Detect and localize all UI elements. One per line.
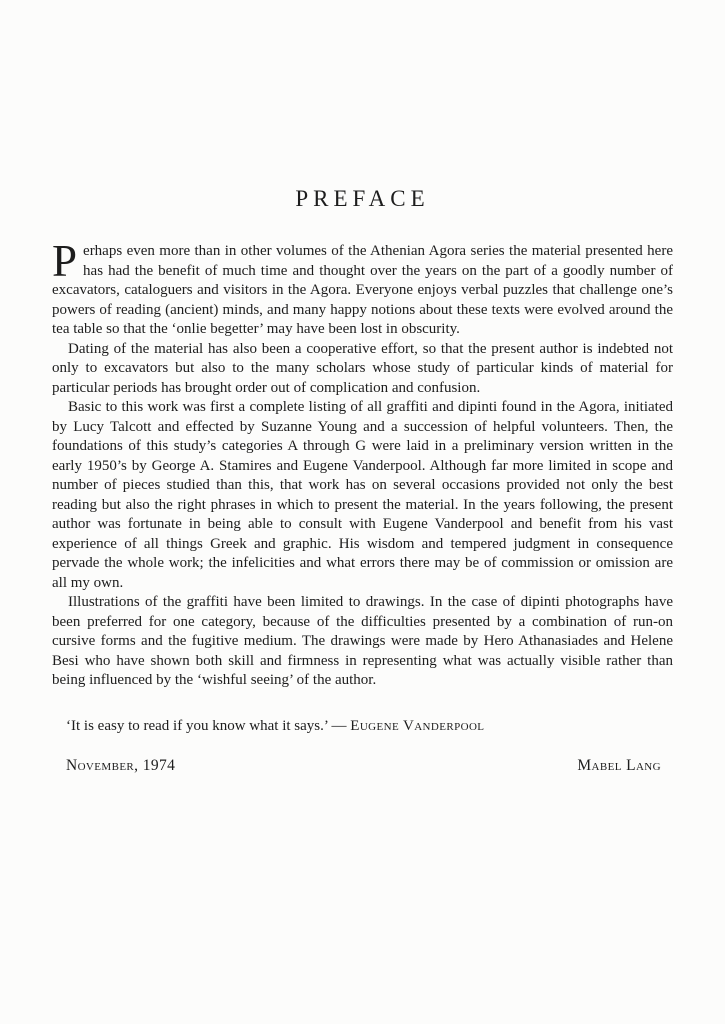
preface-body: [52, 236, 673, 776]
paragraph-1-text: erhaps even more than in other volumes of the Athenian Agora series the material presented here has had the benefit of much time and thought over the years on the part of a goodly number of excavators, cataloguers and visitors in the Agora. Everyone enjoys verbal puzzles that challenge one’s powers of reading (ancient) minds, and many happy notions about these texts were evolved around the tea table so that the ‘onlie begetter’ may have been lost in obscurity.: [52, 243, 673, 337]
page-title: PREFACE: [295, 186, 430, 211]
quotation-text: ‘It is easy to read if you know what it says.’ —: [66, 717, 351, 734]
quotation-line: [66, 717, 673, 737]
signature-line: [66, 756, 661, 776]
drop-cap: P: [52, 236, 78, 286]
quotation-author: Eugene Vanderpool: [350, 717, 485, 734]
paragraph-3: Basic to this work was first a complete listing of all graffiti and dipinti found in the Agora, initiated by Lucy Talcott and effected by Suzanne Young and a succession of helpful volunteers. Then, the foundations of this study’s categories A through G were laid in a preliminary version written in the early 1950’s by George A. Stamires and Eugene Vanderpool. Although far more limited in scope and number of pieces studied than this, that work has on several occasions provided not only the best reading but also the right phrases in which to present the material. In the years following, the present author was fortunate in being able to consult with Eugene Vanderpool and benefit from his vast experience of all things Greek and graphic. His wisdom and tempered judgment in consequence pervade the whole work; the infelicities and what errors there may be of commission or omission are all my own.: [52, 399, 673, 591]
paragraph-2: Dating of the material has also been a cooperative effort, so that the present author is indebted not only to excavators but also to the many scholars whose study of particular kinds of material for particular periods has brought order out of complication and confusion.: [52, 340, 673, 396]
paragraph-4: Illustrations of the graffiti have been limited to drawings. In the case of dipinti photographs have been preferred for one category, because of the difficulties presented by a combination of run-on cursive forms and the fugitive medium. The drawings were made by Hero Athanasiades and Helene Besi who have shown both skill and firmness in representing what was actually visible rather than being influenced by the ‘wishful seeing’ of the author.: [52, 594, 673, 688]
date-text: November, 1974: [66, 757, 176, 774]
paragraph-1: [52, 236, 673, 340]
author-name: Mabel Lang: [577, 757, 661, 774]
